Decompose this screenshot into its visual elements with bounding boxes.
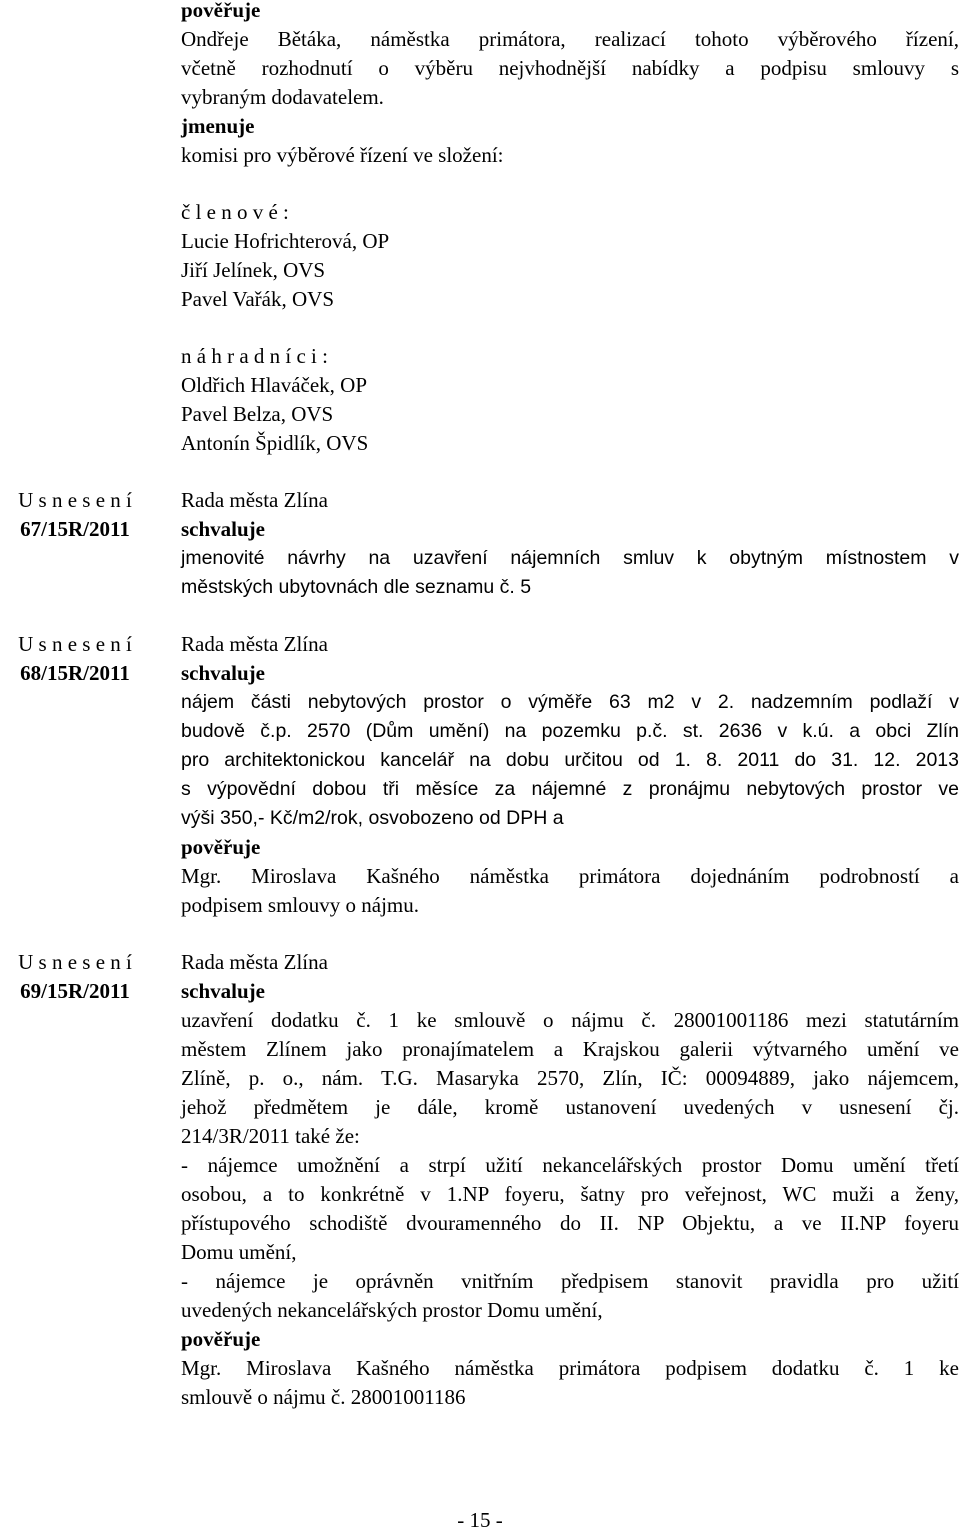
resolution-69-line-13: smlouvě o nájmu č. 28001001186	[181, 1385, 466, 1409]
resolution-68-line-3: pro architektonickou kancelář na dobu určitou od 1. 8. 2011 do 31. 12. 2013	[181, 749, 959, 771]
resolution-label-68: U s n e s e n í	[18, 632, 132, 656]
resolution-verb2-68: pověřuje	[181, 835, 261, 859]
resolution-verb-67: schvaluje	[181, 517, 265, 541]
resolution-68-line-4: s výpovědní dobou tři měsíce za nájemné z pronájmu nebytových prostor ve	[181, 778, 959, 800]
resolution-body-68: Rada města Zlína	[181, 632, 328, 656]
top-heading-poveruje: pověřuje	[181, 0, 261, 22]
clen-2: Jiří Jelínek, OVS	[181, 258, 326, 282]
clen-3: Pavel Vařák, OVS	[181, 287, 335, 311]
jmenuje-heading: jmenuje	[181, 114, 255, 138]
resolution-69-line-12: Mgr. Miroslava Kašného náměstka primátora podpisem dodatku č. 1 ke	[181, 1356, 959, 1380]
resolution-69-line-11: uvedených nekancelářských prostor Domu umění,	[181, 1298, 603, 1322]
resolution-label-69: U s n e s e n í	[18, 950, 132, 974]
resolution-68-line-6: Mgr. Miroslava Kašného náměstka primátora dojednáním podrobností a	[181, 864, 959, 888]
resolution-69-line-4: jehož předmětem je dále, kromě ustanovení uvedených v usnesení čj.	[181, 1095, 959, 1119]
top-line-2: včetně rozhodnutí o výběru nejvhodnější nabídky a podpisu smlouvy s	[181, 56, 959, 80]
resolution-number-69: 69/15R/2011	[20, 979, 130, 1003]
top-line-1: Ondřeje Bětáka, náměstka primátora, realizací tohoto výběrového řízení,	[181, 27, 959, 51]
resolution-69-line-7: osobou, a to konkrétně v 1.NP foyeru, šatny pro veřejnost, WC muži a ženy,	[181, 1182, 959, 1206]
nahradnik-2: Pavel Belza, OVS	[181, 402, 334, 426]
resolution-69-line-9: Domu umění,	[181, 1240, 297, 1264]
nahradnik-1: Oldřich Hlaváček, OP	[181, 373, 368, 397]
resolution-67-line-1: jmenovité návrhy na uzavření nájemních smluv k obytným místnostem v	[181, 547, 959, 569]
resolution-verb-69: schvaluje	[181, 979, 265, 1003]
resolution-69-line-10: - nájemce je oprávněn vnitřním předpisem stanovit pravidla pro užití	[181, 1269, 959, 1293]
resolution-68-line-7: podpisem smlouvy o nájmu.	[181, 893, 419, 917]
resolution-number-67: 67/15R/2011	[20, 517, 130, 541]
resolution-69-line-3: Zlíně, p. o., nám. T.G. Masaryka 2570, Zlín, IČ: 00094889, jako nájemcem,	[181, 1066, 959, 1090]
resolution-verb2-69: pověřuje	[181, 1327, 261, 1351]
resolution-number-68: 68/15R/2011	[20, 661, 130, 685]
resolution-69-line-6: - nájemce umožnění a strpí užití nekancelářských prostor Domu umění třetí	[181, 1153, 959, 1177]
resolution-67-line-2: městských ubytovnách dle seznamu č. 5	[181, 576, 532, 598]
resolution-68-line-2: budově č.p. 2570 (Dům umění) na pozemku p.č. st. 2636 v k.ú. a obci Zlín	[181, 720, 959, 742]
resolution-69-line-2: městem Zlínem jako pronajímatelem a Krajskou galerii výtvarného umění ve	[181, 1037, 959, 1061]
clen-1: Lucie Hofrichterová, OP	[181, 229, 390, 253]
resolution-verb-68: schvaluje	[181, 661, 265, 685]
clenove-label: č l e n o v é :	[181, 200, 289, 224]
top-line-3: vybraným dodavatelem.	[181, 85, 384, 109]
page-number: - 15 -	[457, 1508, 503, 1532]
resolution-69-line-1: uzavření dodatku č. 1 ke smlouvě o nájmu č. 28001001186 mezi statutárním	[181, 1008, 959, 1032]
resolution-69-line-8: přístupového schodiště dvouramenného do II. NP Objektu, a ve II.NP foyeru	[181, 1211, 959, 1235]
resolution-68-line-1: nájem části nebytových prostor o výměře 63 m2 v 2. nadzemním podlaží v	[181, 691, 959, 713]
nahradnik-3: Antonín Špidlík, OVS	[181, 431, 369, 455]
resolution-68-line-5: výši 350,- Kč/m2/rok, osvobozeno od DPH a	[181, 807, 564, 829]
resolution-body-69: Rada města Zlína	[181, 950, 328, 974]
nahradnici-label: n á h r a d n í c i :	[181, 344, 328, 368]
jmenuje-text: komisi pro výběrové řízení ve složení:	[181, 143, 504, 167]
resolution-69-line-5: 214/3R/2011 také že:	[181, 1124, 360, 1148]
resolution-body-67: Rada města Zlína	[181, 488, 328, 512]
resolution-label-67: U s n e s e n í	[18, 488, 132, 512]
